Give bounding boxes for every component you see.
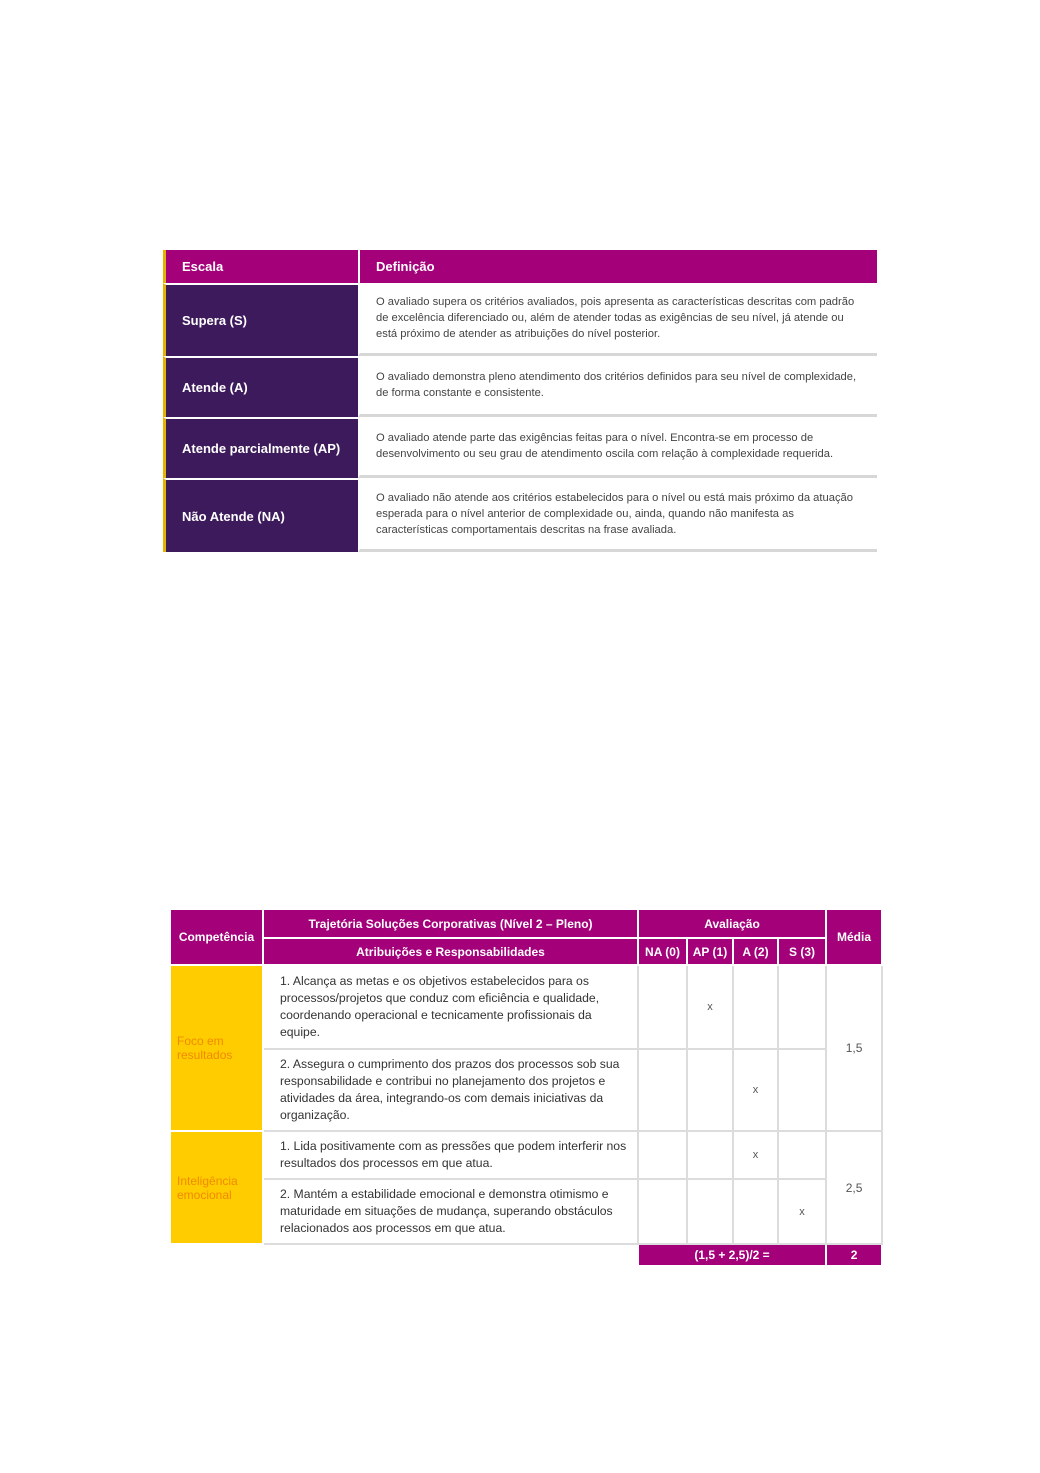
table-row (171, 966, 883, 1050)
competency-evaluation-table (171, 910, 883, 1265)
mark-s (779, 1050, 827, 1132)
header-avaliacao: Avaliação (639, 910, 827, 939)
mark-a: x (734, 1050, 779, 1132)
mark-na (639, 966, 688, 1050)
header-ap: AP (1) (688, 939, 734, 966)
mark-a (734, 1180, 779, 1245)
mark-na (639, 1050, 688, 1132)
table-row (171, 1180, 883, 1245)
header-media: Média (827, 910, 883, 966)
scale-label: Atende parcialmente (AP) (163, 417, 358, 478)
average-value: 1,5 (827, 966, 883, 1132)
header-escala: Escala (163, 250, 358, 283)
average-formula: (1,5 + 2,5)/2 = (639, 1245, 827, 1265)
header-atribuicoes: Atribuições e Responsabilidades (264, 939, 639, 966)
scale-row (163, 417, 877, 478)
scale-label: Não Atende (NA) (163, 478, 358, 552)
scale-row (163, 283, 877, 356)
header-na: NA (0) (639, 939, 688, 966)
scale-definition: O avaliado demonstra pleno atendimento dos critérios definidos para seu nível de complexidade, de forma constante e consistente. (358, 356, 877, 417)
mark-s: x (779, 1180, 827, 1245)
header-trajetoria: Trajetória Soluções Corporativas (Nível 2 – Pleno) (264, 910, 639, 939)
scale-row (163, 478, 877, 552)
header-definicao: Definição (358, 250, 877, 283)
mark-a: x (734, 1132, 779, 1180)
average-value: 2,5 (827, 1132, 883, 1245)
competency-name: Foco em resultados (171, 966, 264, 1132)
attribution-text: 2. Assegura o cumprimento dos prazos dos processos sob sua responsabilidade e contribui no planejamento dos projetos e atividades da área, integrando-os com demais iniciativas da organização. (264, 1050, 639, 1132)
table-row (171, 1050, 883, 1132)
table-row (171, 1132, 883, 1180)
attribution-text: 2. Mantém a estabilidade emocional e demonstra otimismo e maturidade em situações de mudança, superando obstáculos relacionados aos processos em que atua. (264, 1180, 639, 1245)
scale-definition: O avaliado não atende aos critérios estabelecidos para o nível ou está mais próximo da atuação esperada para o nível anterior de complexidade ou, ainda, quando não manifesta as características comportamentais descritas na frase avaliada. (358, 478, 877, 552)
mark-s (779, 1132, 827, 1180)
mark-na (639, 1180, 688, 1245)
scale-label: Supera (S) (163, 283, 358, 356)
scale-row (163, 356, 877, 417)
mark-a (734, 966, 779, 1050)
competency-name: Inteligência emocional (171, 1132, 264, 1245)
header-s: S (3) (779, 939, 827, 966)
mark-s (779, 966, 827, 1050)
scale-definition: O avaliado atende parte das exigências feitas para o nível. Encontra-se em processo de desenvolvimento ou seu grau de atendimento oscila com relação à complexidade requerida. (358, 417, 877, 478)
mark-ap (688, 1132, 734, 1180)
attribution-text: 1. Lida positivamente com as pressões que podem interferir nos resultados dos processos em que atua. (264, 1132, 639, 1180)
header-a: A (2) (734, 939, 779, 966)
table-footer-row (171, 1245, 883, 1265)
final-average: 2 (827, 1245, 883, 1265)
scale-definition: O avaliado supera os critérios avaliados, pois apresenta as características descritas com padrão de excelência diferenciado ou, além de atender todas as exigências de seu nível, já atende ou está próximo de atender as atribuições do nível posterior. (358, 283, 877, 356)
scale-definition-table (163, 250, 877, 552)
attribution-text: 1. Alcança as metas e os objetivos estabelecidos para os processos/projetos que conduz com eficiência e qualidade, coordenando operacional e tecnicamente profissionais da equipe. (264, 966, 639, 1050)
mark-na (639, 1132, 688, 1180)
scale-label: Atende (A) (163, 356, 358, 417)
header-competencia: Competência (171, 910, 264, 966)
mark-ap: x (688, 966, 734, 1050)
footer-spacer (171, 1245, 639, 1265)
mark-ap (688, 1180, 734, 1245)
mark-ap (688, 1050, 734, 1132)
